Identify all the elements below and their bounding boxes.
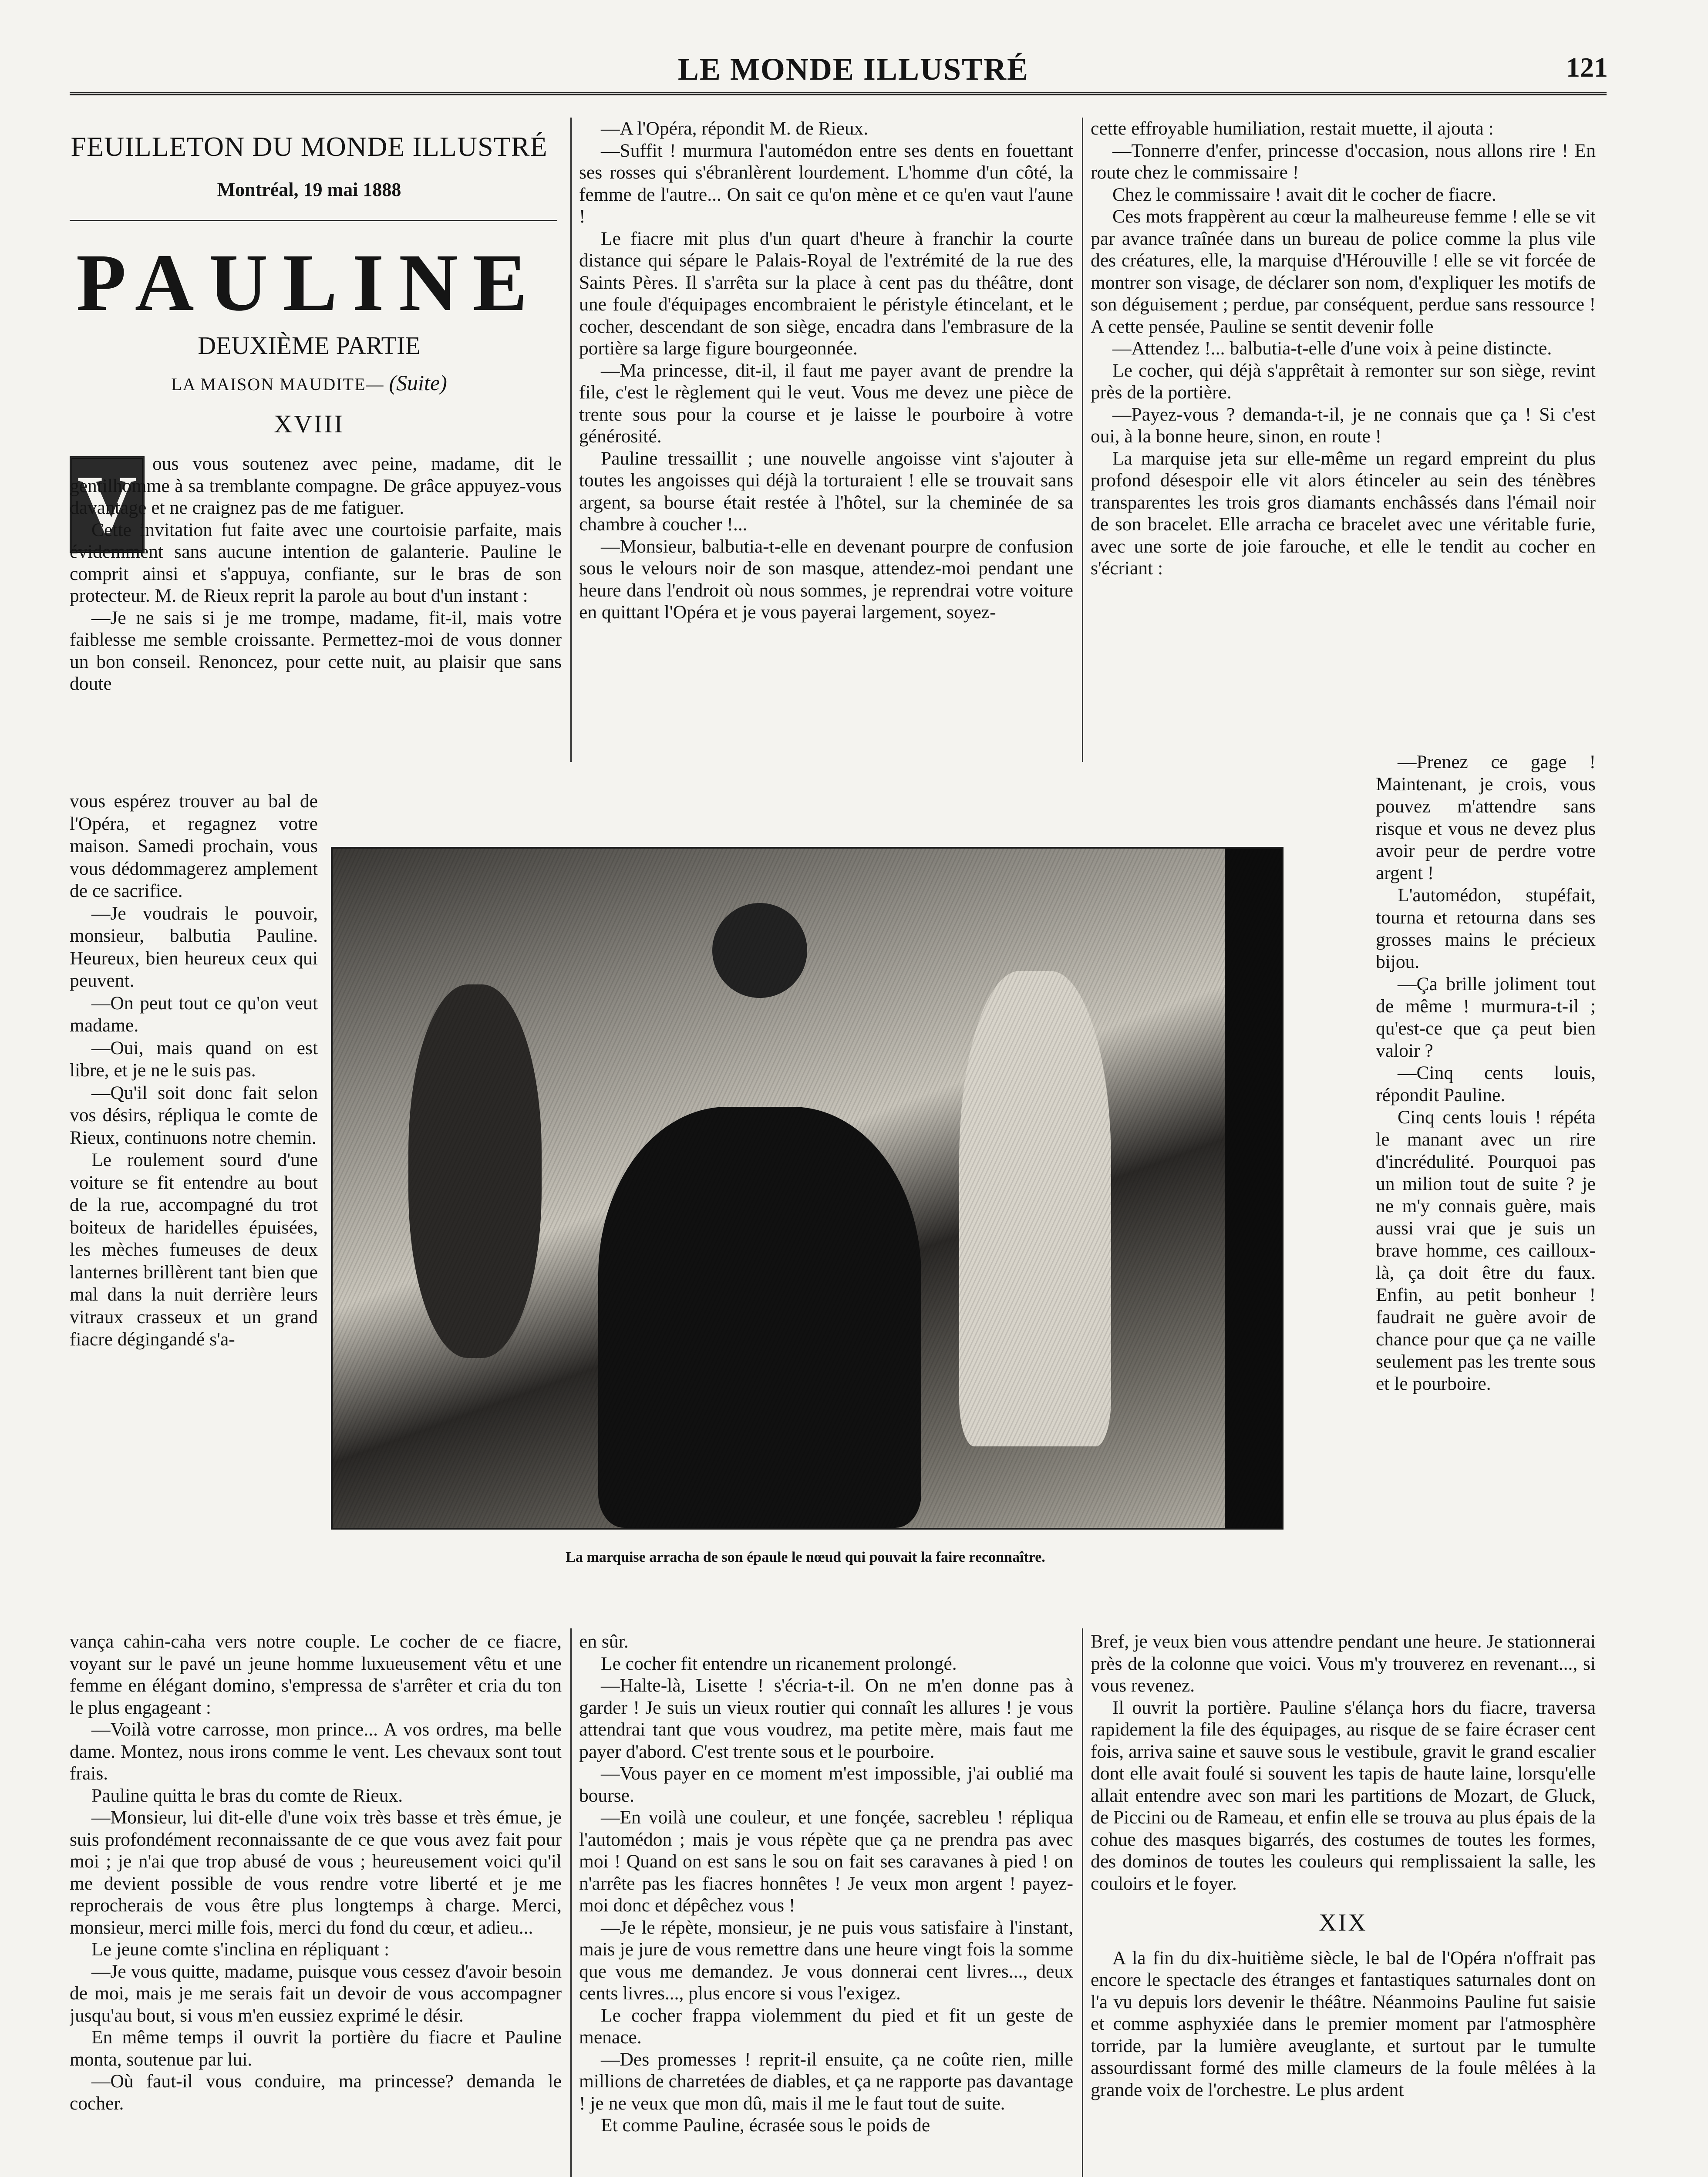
paragraph: —A l'Opéra, répondit M. de Rieux. bbox=[601, 118, 869, 139]
illustration-caption: La marquise arracha de son épaule le nœud qui pouvait la faire reconnaître. bbox=[566, 1549, 1045, 1565]
column-1-bottom bbox=[70, 1631, 562, 2177]
paragraph: Cinq cents louis ! répéta le manant avec un rire d'incrédulité. Pourquoi pas un milion tout de suite ? je ne m'y connais guère, mais aussi vrai que je suis un brave homme, ces cailloux-là, ça doit être du faux. Enfin, au petit bonheur ! faudrait ne guère avoir de chance pour que ça ne vaille seulement pas les trente sous et le pourboire. bbox=[1376, 1107, 1596, 1394]
chapter-heading-xix: XIX bbox=[1319, 1909, 1368, 1936]
paragraph: Et comme Pauline, écrasée sous le poids de bbox=[601, 2115, 930, 2136]
paragraph: ous vous soutenez avec peine, madame, dit le gentilhomme à sa tremblante compagne. De grâce appuyez-vous davantage et ne craignez pas de me fatiguer. bbox=[70, 453, 562, 518]
paragraph: Il ouvrit la portière. Pauline s'élança hors du fiacre, traversa rapidement la file des équipages, au risque de se faire écraser cent fois, arriva saine et sauve sous le vestibule, gravit le grand escalier dont elle avait foulé si souvent les tapis de haute laine, lorsqu'elle allait entendre avec son mari les partitions de Mozart, de Gluck, de Piccini ou de Rameau, et enfin elle se trouva au plus épais de la cohue des masques bigarrés, des costumes de toutes les formes, des dominos de toutes les couleurs qui remplissaient la salle, les couloirs et le foyer. bbox=[1091, 1697, 1596, 1894]
page-number: 121 bbox=[1566, 52, 1608, 83]
subpart-label: LA MAISON MAUDITE— bbox=[171, 374, 384, 394]
paragraph: En même temps il ouvrit la portière du fiacre et Pauline monta, soutenue par lui. bbox=[70, 2027, 562, 2070]
feuilleton-header: FEUILLETON DU MONDE ILLUSTRÉ bbox=[71, 131, 548, 162]
paragraph: Ces mots frappèrent au cœur la malheureuse femme ! elle se vit par avance traînée dans un bureau de police comme la plus vile des créatures, elle, la marquise d'Hérouville ! elle se vit forcée de montrer son visage, de déclarer son nom, d'expliquer les motifs de son déguisement ; perdue, par conséquent, perdue sans ressource ! A cette pensée, Pauline se sentit devenir folle bbox=[1091, 206, 1596, 337]
paragraph: L'automédon, stupéfait, tourna et retourna dans ses grosses mains le précieux bijou. bbox=[1376, 885, 1596, 972]
chapter-heading: XVIII bbox=[274, 410, 344, 438]
paragraph: Cette invitation fut faite avec une courtoisie parfaite, mais évidemment sans aucune intention de galanterie. Pauline le comprit ainsi et s'appuya, confiante, sur le bras de son protecteur. M. de Rieux reprit la parole au bout d'un instant : bbox=[70, 519, 562, 606]
paragraph: —Je vous quitte, madame, puisque vous cessez d'avoir besoin de moi, mais je me serais fait un devoir de vous accompagner jusqu'au bout, si vous m'en eussiez exprimé le désir. bbox=[70, 1961, 562, 2026]
column-rule bbox=[1082, 1628, 1083, 2177]
paragraph: Le cocher fit entendre un ricanement prolongé. bbox=[601, 1653, 957, 1674]
paragraph: —Voilà votre carrosse, mon prince... A vos ordres, ma belle dame. Montez, nous irons comme le vent. Les chevaux sont tout frais. bbox=[70, 1719, 562, 1784]
paragraph: Chez le commissaire ! avait dit le cocher de fiacre. bbox=[1112, 184, 1496, 205]
paragraph: Le fiacre mit plus d'un quart d'heure à franchir la courte distance qui sépare le Palais-Royal de l'extrémité de la rue des Saints Pères. Il s'arrêta sur la place à cent pas du théâtre, dont une foule d'équipages encombraient le péristyle étincelant, et le cocher, descendant de son siège, encadra dans l'embrasure de la portière sa large figure bourgeonnée. bbox=[579, 228, 1073, 359]
paragraph: —Ma princesse, dit-il, il faut me payer avant de prendre la file, c'est le règlement qui le veut. Vous me devez une pièce de trente sous pour la course et je laisse le pourboire à votre générosité. bbox=[579, 360, 1073, 447]
paragraph: —Vous payer en ce moment m'est impossible, j'ai oublié ma bourse. bbox=[579, 1763, 1073, 1806]
masthead-title: LE MONDE ILLUSTRÉ bbox=[677, 52, 1029, 87]
paragraph: vança cahin-caha vers notre couple. Le cocher de ce fiacre, voyant sur le pavé un jeune homme luxueusement vêtu et une femme en élégant domino, s'empressa de s'arrêter et cria du ton le plus engageant : bbox=[70, 1631, 562, 1718]
paragraph: A la fin du dix-huitième siècle, le bal de l'Opéra n'offrait pas encore le spectacle des étranges et fantastiques saturnales dont on l'a vu depuis lors devenir le théâtre. Néanmoins Pauline fut saisie et comme asphyxiée dans le premier moment par l'atmosphère torride, par la lumière aveuglante, et surtout par le tumulte assourdissant formé des mille clameurs de la foule mêlées à la grande voix de l'orchestre. Le plus ardent bbox=[1091, 1947, 1596, 2100]
paragraph: —On peut tout ce qu'on veut madame. bbox=[70, 992, 318, 1036]
paragraph: —Ça brille joliment tout de même ! murmura-t-il ; qu'est-ce que ça peut bien valoir ? bbox=[1376, 974, 1596, 1061]
column-2-bottom bbox=[579, 1631, 1073, 2177]
paragraph: Le jeune comte s'inclina en répliquant : bbox=[91, 1939, 390, 1960]
column-3-bottom bbox=[1091, 1631, 1596, 2177]
column-rule bbox=[570, 1628, 572, 2177]
drop-cap: V bbox=[70, 456, 145, 553]
paragraph: Le cocher frappa violemment du pied et fit un geste de menace. bbox=[579, 2005, 1073, 2048]
paragraph: —Suffit ! murmura l'automédon entre ses dents en fouettant ses rosses qui s'ébranlèrent lourdement. L'homme d'un côté, la femme de l'autre... On sait ce qu'on mène et ce qu'en vaut l'aune ! bbox=[579, 140, 1073, 227]
paragraph: —Des promesses ! reprit-il ensuite, ça ne coûte rien, mille millions de charretées de diables, et ça ne rapporte pas davantage ! je ne veux que mon dû, mais il me le faut tout de suite. bbox=[579, 2049, 1073, 2114]
paragraph: —Je ne sais si je me trompe, madame, fit-il, mais votre faiblesse me semble croissante. Permettez-moi de vous donner un bon conseil. Renoncez, pour cette nuit, au plaisir que sans doute bbox=[70, 607, 562, 694]
paragraph: Le cocher, qui déjà s'apprêtait à remonter sur son siège, revint près de la portière. bbox=[1091, 360, 1596, 403]
column-1-top bbox=[70, 453, 562, 788]
column-1-narrow bbox=[70, 790, 318, 1631]
paragraph: Bref, je veux bien vous attendre pendant une heure. Je stationnerai près de la colonne que voici. Vous m'y trouverez en revenant..., si vous revenez. bbox=[1091, 1631, 1596, 1696]
story-title: PAULINE bbox=[76, 237, 542, 328]
part-heading: DEUXIÈME PARTIE bbox=[198, 331, 421, 360]
paragraph: —Halte-là, Lisette ! s'écria-t-il. On ne m'en donne pas à garder ! Je suis un vieux routier qui connaît les allures ! je vous attendrai tant que vous voudrez, ma petite mère, mais faut me payer d'abord. C'est trente sous et le pourboire. bbox=[579, 1675, 1073, 1762]
paragraph: Pauline quitta le bras du comte de Rieux. bbox=[91, 1785, 403, 1806]
paragraph: —Qu'il soit donc fait selon vos désirs, répliqua le comte de Rieux, continuons notre chemin. bbox=[70, 1082, 318, 1148]
paragraph: cette effroyable humiliation, restait muette, il ajouta : bbox=[1091, 118, 1494, 139]
column-3-narrow bbox=[1376, 751, 1596, 1631]
paragraph: —Monsieur, balbutia-t-elle en devenant pourpre de confusion sous le velours noir de son masque, attendez-moi pendant une heure dans l'endroit où nous sommes, je reprendrai votre voiture en quittant l'Opéra et je vous payerai largement, soyez- bbox=[579, 536, 1073, 623]
paragraph: —Je le répète, monsieur, je ne puis vous satisfaire à l'instant, mais je jure de vous remettre dans une heure vingt fois la somme que vous me demandez. Je vous donnerai cent livres..., deux cents livres..., plus encore si vous l'exigez. bbox=[579, 1917, 1073, 2004]
paragraph: Le roulement sourd d'une voiture se fit entendre au bout de la rue, accompagné du trot boiteux de haridelles épuisées, les mèches fumeuses de deux lanternes brillèrent tant bien que mal dans la nuit derrière leurs vitraux crasseux et un grand fiacre dégingandé s'a- bbox=[70, 1149, 318, 1350]
paragraph: —En voilà une couleur, et une fonçée, sacrebleu ! répliqua l'automédon ; mais je vous répète que ça ne prendra pas avec moi ! Quand on est sans le sou on fait ses caravanes à pied ! on n'arrête pas les fiacres honnêtes ! Je veux mon argent ! payez-moi donc et dépêchez vous ! bbox=[579, 1807, 1073, 1916]
paragraph: —Où faut-il vous conduire, ma princesse? demanda le cocher. bbox=[70, 2071, 562, 2114]
engraving-illustration bbox=[331, 847, 1284, 1530]
paragraph: —Attendez !... balbutia-t-elle d'une voix à peine distincte. bbox=[1112, 338, 1552, 359]
paragraph: —Prenez ce gage ! Maintenant, je crois, vous pouvez m'attendre sans risque et vous ne devez plus avoir peur de perdre votre argent ! bbox=[1376, 752, 1596, 883]
engraving-hatching bbox=[333, 849, 1282, 1528]
dateline: Montréal, 19 mai 1888 bbox=[217, 179, 401, 200]
masthead-rule bbox=[70, 92, 1607, 95]
paragraph: —Cinq cents louis, répondit Pauline. bbox=[1376, 1062, 1596, 1105]
paragraph: Pauline tressaillit ; une nouvelle angoisse vint s'ajouter à toutes les angoisses qui déjà la torturaient ! elle se trouvait sans argent, sa bourse était restée à l'hôtel, sur la cheminée de sa chambre à coucher !... bbox=[579, 448, 1073, 535]
column-2-top bbox=[579, 118, 1073, 762]
paragraph: vous espérez trouver au bal de l'Opéra, et regagnez votre maison. Samedi prochain, vous vous dédommagerez amplement de ce sacrifice. bbox=[70, 791, 318, 901]
subpart-heading bbox=[57, 370, 562, 395]
paragraph: en sûr. bbox=[579, 1631, 629, 1652]
paragraph: —Tonnerre d'enfer, princesse d'occasion, nous allons rire ! En route chez le commissaire ! bbox=[1091, 140, 1596, 183]
column-rule bbox=[1082, 118, 1083, 762]
subpart-suite: (Suite) bbox=[389, 371, 447, 395]
paragraph: —Payez-vous ? demanda-t-il, je ne connais que ça ! Si c'est oui, à la bonne heure, sinon, en route ! bbox=[1091, 404, 1596, 447]
column-rule bbox=[570, 118, 572, 762]
header-rule bbox=[70, 220, 557, 221]
paragraph: —Monsieur, lui dit-elle d'une voix très basse et très émue, je suis profondément reconnaissante de ce que vous avez fait pour moi ; je n'ai que trop abusé de vous ; heureusement voici qu'il me devient possible de vous rendre votre liberté et je me reprocherais de vous être plus longtemps à charge. Merci, monsieur, merci mille fois, merci du fond du cœur, et adieu... bbox=[70, 1807, 562, 1938]
paragraph: La marquise jeta sur elle-même un regard empreint du plus profond désespoir elle vit alors étinceler au sein des ténèbres transparentes les trois gros diamants enchâssés dans l'émail noir de son bracelet. Elle arracha ce bracelet avec une véritable furie, avec une sorte de joie farouche, et elle le tendit au cocher en s'écriant : bbox=[1091, 448, 1596, 579]
paragraph: —Oui, mais quand on est libre, et je ne le suis pas. bbox=[70, 1037, 318, 1081]
paragraph: —Je voudrais le pouvoir, monsieur, balbutia Pauline. Heureux, bien heureux ceux qui peuvent. bbox=[70, 903, 318, 991]
column-3-top bbox=[1091, 118, 1596, 745]
